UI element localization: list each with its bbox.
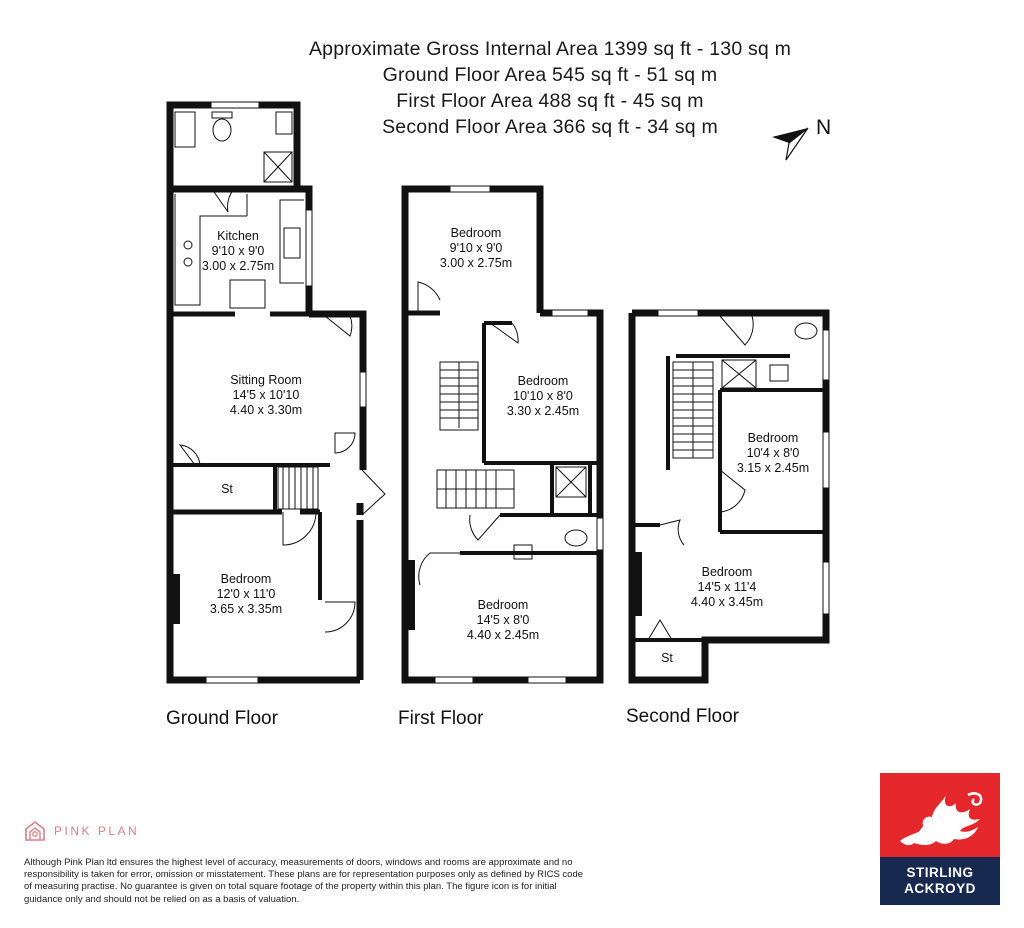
sitting-room-imperial: 14'5 x 10'10 — [232, 388, 300, 402]
second-bedroom-bottom-name: Bedroom — [701, 565, 753, 579]
stirling-ackroyd-logo — [880, 773, 1000, 905]
north-arrow-icon — [772, 128, 808, 160]
north-label: N — [816, 116, 832, 139]
pink-plan-logo — [24, 820, 139, 842]
second-bedroom-right-metric: 3.15 x 2.45m — [736, 461, 810, 475]
first-area-line: First Floor Area 488 sq ft - 45 sq m — [396, 90, 704, 112]
second-bedroom-bottom-imperial: 14'5 x 11'4 — [697, 580, 757, 594]
brand-line1: STIRLING — [906, 865, 974, 880]
second-bedroom-right-imperial: 10'4 x 8'0 — [746, 446, 800, 460]
ground-floor-label: Ground Floor — [166, 708, 278, 729]
pink-plan-house-icon — [24, 820, 46, 842]
ground-area-line: Ground Floor Area 545 sq ft - 51 sq m — [382, 64, 718, 86]
second-store-label: St — [661, 651, 673, 665]
kitchen-imperial: 9'10 x 9'0 — [211, 244, 265, 258]
second-bedroom-right-name: Bedroom — [747, 431, 799, 445]
gross-area-line: Approximate Gross Internal Area 1399 sq ft - 130 sq m — [308, 38, 792, 60]
second-floor-plan — [632, 313, 826, 680]
first-floor-label: First Floor — [398, 708, 484, 729]
second-floor-label: Second Floor — [626, 706, 740, 727]
disclaimer-text: Although Pink Plan ltd ensures the highest level of accuracy, measurements of doors, windows and rooms are approximate and no responsibility is taken for error, omission or misstatement. These plans are for representation purposes only as defined by RICS code of measuring practise. No guarantee is given on total square footage of the property within this plan. The figure icon is for initial guidance only and should not be relied on as a basis of valuation. — [24, 857, 584, 905]
pink-plan-name: PINK PLAN — [54, 824, 140, 838]
first-bedroom-top-metric: 3.00 x 2.75m — [439, 256, 513, 270]
first-bedroom-mid-metric: 3.30 x 2.45m — [506, 404, 580, 418]
first-bedroom-mid-imperial: 10'10 x 8'0 — [513, 389, 573, 403]
brand-wordmark — [880, 857, 1000, 905]
kitchen-metric: 3.00 x 2.75m — [201, 259, 275, 273]
first-bedroom-bottom-imperial: 14'5 x 8'0 — [476, 613, 530, 627]
sitting-room-name: Sitting Room — [230, 373, 302, 387]
first-bedroom-bottom-name: Bedroom — [477, 598, 529, 612]
kitchen-name: Kitchen — [217, 229, 259, 243]
ground-store-label: St — [221, 482, 233, 496]
first-bedroom-top-imperial: 9'10 x 9'0 — [449, 241, 503, 255]
first-bedroom-mid-name: Bedroom — [517, 374, 569, 388]
griffin-emblem-icon — [880, 773, 1000, 857]
first-bedroom-bottom-metric: 4.40 x 2.45m — [466, 628, 540, 642]
brand-line2: ACKROYD — [904, 881, 976, 896]
second-area-line: Second Floor Area 366 sq ft - 34 sq m — [382, 116, 718, 138]
sitting-room-metric: 4.40 x 3.30m — [229, 403, 303, 417]
ground-bedroom-name: Bedroom — [220, 572, 272, 586]
first-bedroom-top-name: Bedroom — [450, 226, 502, 240]
second-bedroom-bottom-metric: 4.40 x 3.45m — [690, 595, 764, 609]
ground-bedroom-imperial: 12'0 x 11'0 — [216, 587, 276, 601]
ground-bedroom-metric: 3.65 x 3.35m — [209, 602, 283, 616]
